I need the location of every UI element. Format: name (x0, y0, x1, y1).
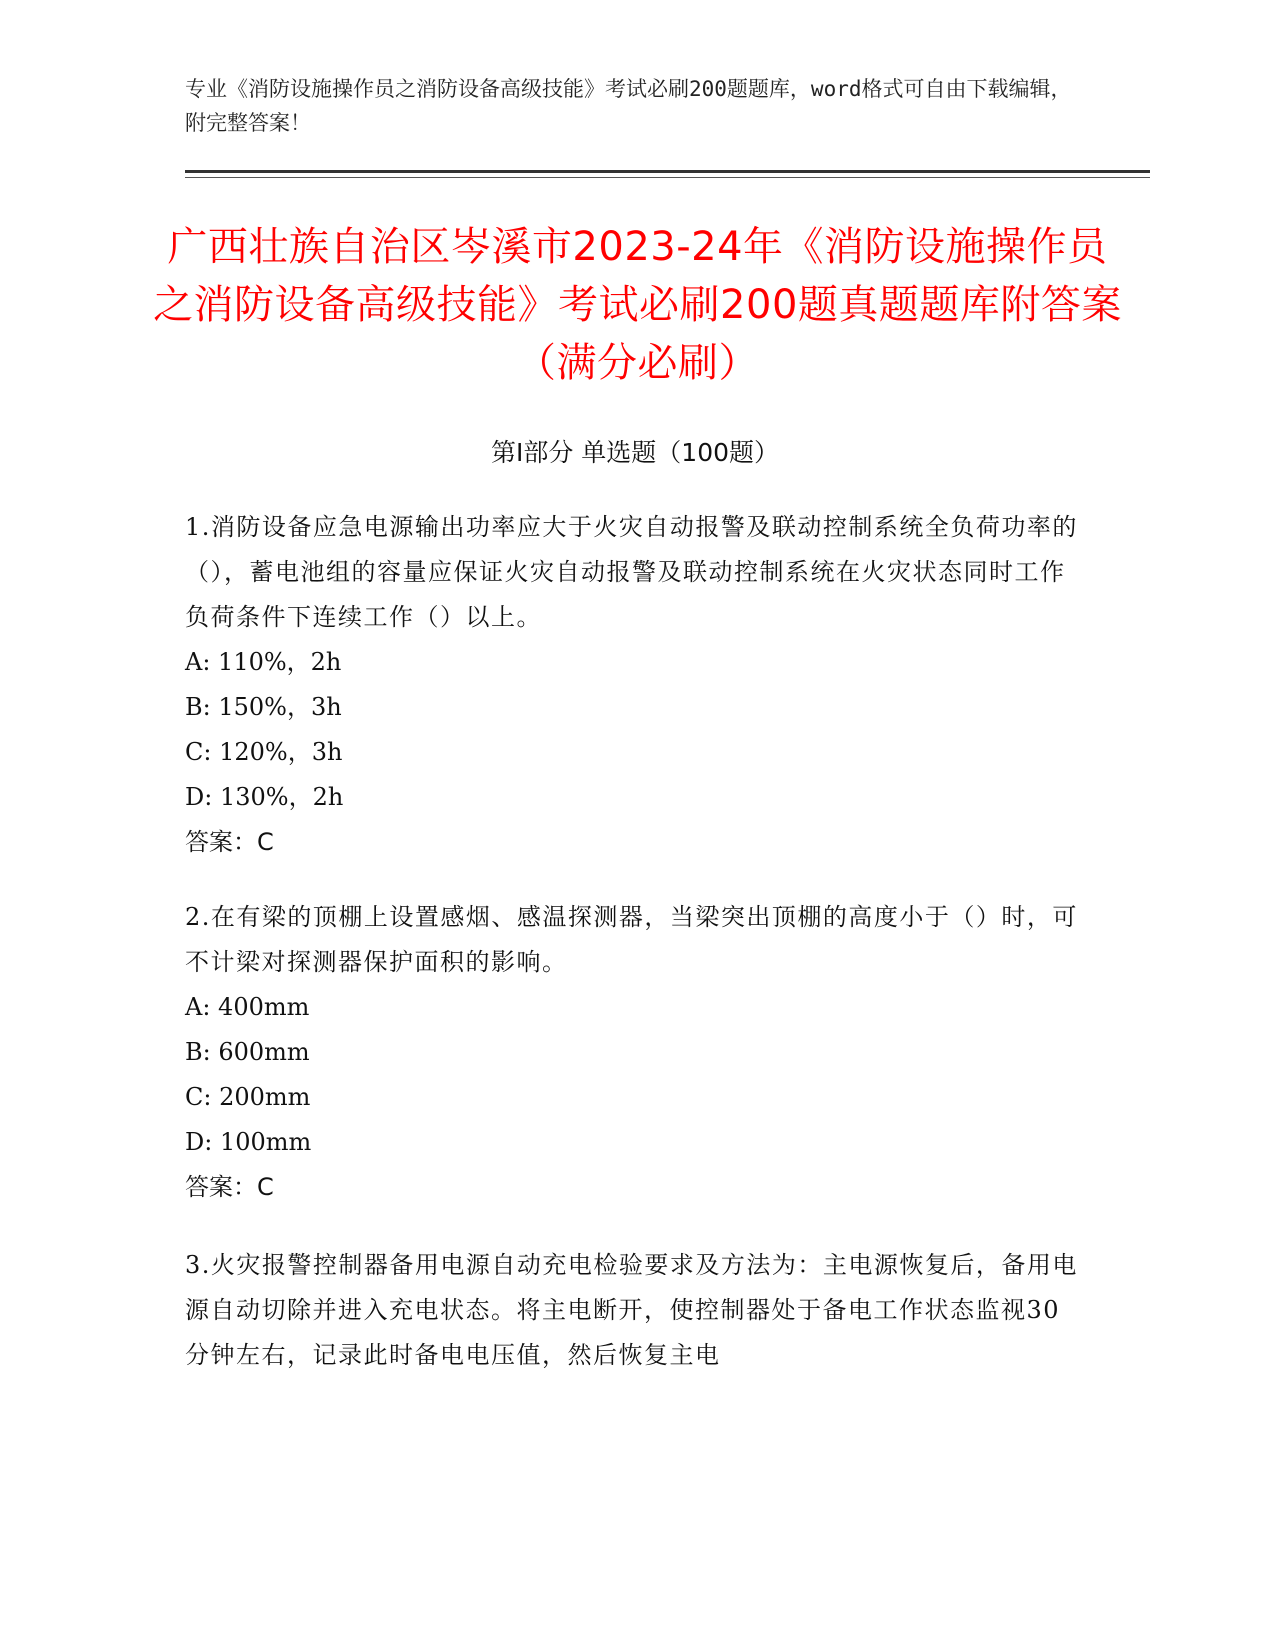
option-c: C: 120%，3h (185, 738, 343, 766)
option-b: B: 600mm (185, 1038, 310, 1066)
question-stem: 3.火灾报警控制器备用电源自动充电检验要求及方法为：主电源恢复后，备用电源自动切除并进入充电状态。将主电断开，使控制器处于备电工作状态监视30分钟左右，记录此时备电电压值，然后恢复主电 (185, 1251, 1078, 1369)
question-stem: 2.在有梁的顶棚上设置感烟、感温探测器，当梁突出顶棚的高度小于（）时，可不计梁对探测器保护面积的影响。 (185, 903, 1078, 976)
option-d: D: 100mm (185, 1128, 312, 1156)
header-divider-thin (185, 177, 1150, 178)
option-d: D: 130%，2h (185, 783, 344, 811)
answer: 答案：C (185, 828, 274, 856)
document-title: 广西壮族自治区岑溪市2023-24年《消防设施操作员之消防设备高级技能》考试必刷200题真题题库附答案（满分必刷） (153, 224, 1122, 386)
question-2 (185, 895, 1085, 1210)
question-stem: 1.消防设备应急电源输出功率应大于火灾自动报警及联动控制系统全负荷功率的（），蓄电池组的容量应保证火灾自动报警及联动控制系统在火灾状态同时工作负荷条件下连续工作（）以上。 (185, 513, 1078, 631)
option-a: A: 110%，2h (185, 648, 342, 676)
question-3 (185, 1243, 1085, 1378)
header-divider-thick (185, 170, 1150, 173)
header-note: 专业《消防设施操作员之消防设备高级技能》考试必刷200题题库，word格式可自由下载编辑，附完整答案！ (185, 77, 1072, 135)
question-1 (185, 505, 1085, 865)
option-b: B: 150%，3h (185, 693, 342, 721)
section-title: 第I部分 单选题（100题） (490, 438, 780, 467)
answer: 答案：C (185, 1173, 274, 1201)
option-c: C: 200mm (185, 1083, 311, 1111)
option-a: A: 400mm (185, 993, 310, 1021)
